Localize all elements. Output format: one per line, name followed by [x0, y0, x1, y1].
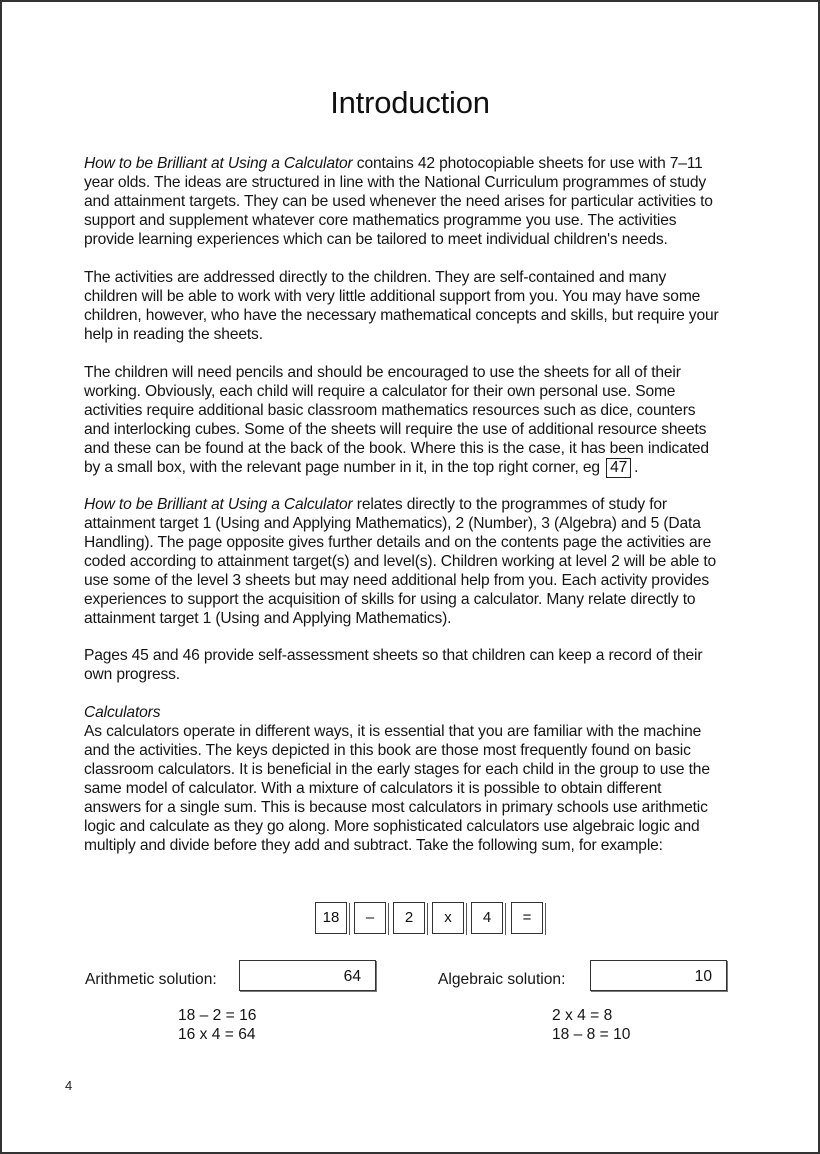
- para-line: How to be Brilliant at Using a Calculator relates directly to the programmes of study for: [84, 496, 667, 513]
- para-line: and interlocking cubes. Some of the sheets will require the use of additional resource sheets: [84, 421, 707, 438]
- para-line: own progress.: [84, 666, 180, 683]
- para-line: The activities are addressed directly to the children. They are self-contained and many: [84, 269, 667, 286]
- working-line: 16 x 4 = 64: [178, 1026, 256, 1043]
- para-line: The children will need pencils and should be encouraged to use the sheets for all of their: [84, 364, 681, 381]
- para-line: Handling). The page opposite gives further details and on the contents page the activities are: [84, 534, 712, 551]
- para-line: Pages 45 and 46 provide self-assessment sheets so that children can keep a record of their: [84, 647, 703, 664]
- paragraph-resources: [84, 363, 774, 478]
- algebraic-working: [552, 1006, 630, 1044]
- para-line: activities require additional basic classroom mathematics resources such as dice, counters: [84, 402, 696, 419]
- arithmetic-working: [178, 1006, 256, 1044]
- para-line: provide learning experiences which can be tailored to meet individual children's needs.: [84, 231, 668, 248]
- para-line: support and supplement whatever core mathematics programme you use. The activities: [84, 212, 677, 229]
- para-line: use some of the level 3 sheets but may need additional help from you. Each activity provides: [84, 572, 710, 589]
- section-heading: Calculators: [84, 704, 161, 721]
- para-line: by a small box, with the relevant page number in it, in the top right corner, eg 47 .: [84, 459, 639, 476]
- working-line: 18 – 2 = 16: [178, 1007, 257, 1024]
- para-line: attainment target 1 (Using and Applying Mathematics), 2 (Number), 3 (Algebra) and 5 (Data: [84, 515, 701, 532]
- para-line: experiences to support the acquisition of skills for using a calculator. Many relate directly to: [84, 591, 696, 608]
- working-line: 18 – 8 = 10: [552, 1026, 631, 1043]
- para-line: help in reading the sheets.: [84, 326, 263, 343]
- page-number: 4: [65, 1078, 73, 1093]
- paragraph-curriculum: [84, 495, 774, 628]
- calculator-key-minus: –: [354, 902, 386, 934]
- para-line: year olds. The ideas are structured in line with the National Curriculum programmes of study: [84, 174, 707, 191]
- para-line: same model of calculator. With a mixture of calculators it is possible to obtain different: [84, 780, 662, 797]
- arithmetic-solution-display: 64: [239, 960, 376, 991]
- para-line: and the activities. The keys depicted in this book are those most frequently found on basic: [84, 742, 691, 759]
- algebraic-solution-display: 10: [590, 960, 727, 991]
- calculator-key-18: 18: [315, 902, 347, 934]
- book-title: How to be Brilliant at Using a Calculator: [84, 155, 353, 172]
- para-line: working. Obviously, each child will require a calculator for their own personal use. Some: [84, 383, 676, 400]
- para-line: and these can be found at the back of the book. Where this is the case, it has been indicated: [84, 440, 709, 457]
- paragraph-overview: [84, 154, 774, 249]
- para-line: logic and calculate as they go along. More sophisticated calculators use algebraic logic and: [84, 818, 700, 835]
- para-line: children, however, who have the necessary mathematical concepts and skills, but require your: [84, 307, 719, 324]
- calculator-key-2: 2: [393, 902, 425, 934]
- arithmetic-solution-label: Arithmetic solution:: [85, 971, 217, 988]
- calculator-key-4: 4: [471, 902, 503, 934]
- page-reference-box: 47: [606, 458, 631, 478]
- calculator-key-multiply: x: [432, 902, 464, 934]
- para-line: coded according to attainment target(s) and level(s). Children working at level 2 will be able to: [84, 553, 717, 570]
- para-line: multiply and divide before they add and subtract. Take the following sum, for example:: [84, 837, 663, 854]
- paragraph-activities: [84, 268, 774, 344]
- paragraph-self-assessment: [84, 646, 774, 684]
- book-title: How to be Brilliant at Using a Calculator: [84, 496, 353, 513]
- para-line: As calculators operate in different ways, it is essential that you are familiar with the machine: [84, 723, 702, 740]
- para-line: answers for a single sum. This is because most calculators in primary schools use arithmetic: [84, 799, 708, 816]
- para-line: and attainment targets. They can be used whenever the need arises for particular activities to: [84, 193, 713, 210]
- para-line: attainment target 1 (Using and Applying Mathematics).: [84, 610, 452, 627]
- page-title: Introduction: [330, 84, 490, 120]
- paragraph-calculators: [84, 703, 774, 855]
- calculator-key-equals: =: [511, 902, 543, 934]
- algebraic-solution-label: Algebraic solution:: [438, 971, 566, 988]
- para-line: classroom calculators. It is beneficial in the early stages for each child in the group to use the: [84, 761, 710, 778]
- para-line: children will be able to work with very little additional support from you. You may have some: [84, 288, 701, 305]
- working-line: 2 x 4 = 8: [552, 1007, 613, 1024]
- para-line: How to be Brilliant at Using a Calculator contains 42 photocopiable sheets for use with 7–11: [84, 155, 703, 172]
